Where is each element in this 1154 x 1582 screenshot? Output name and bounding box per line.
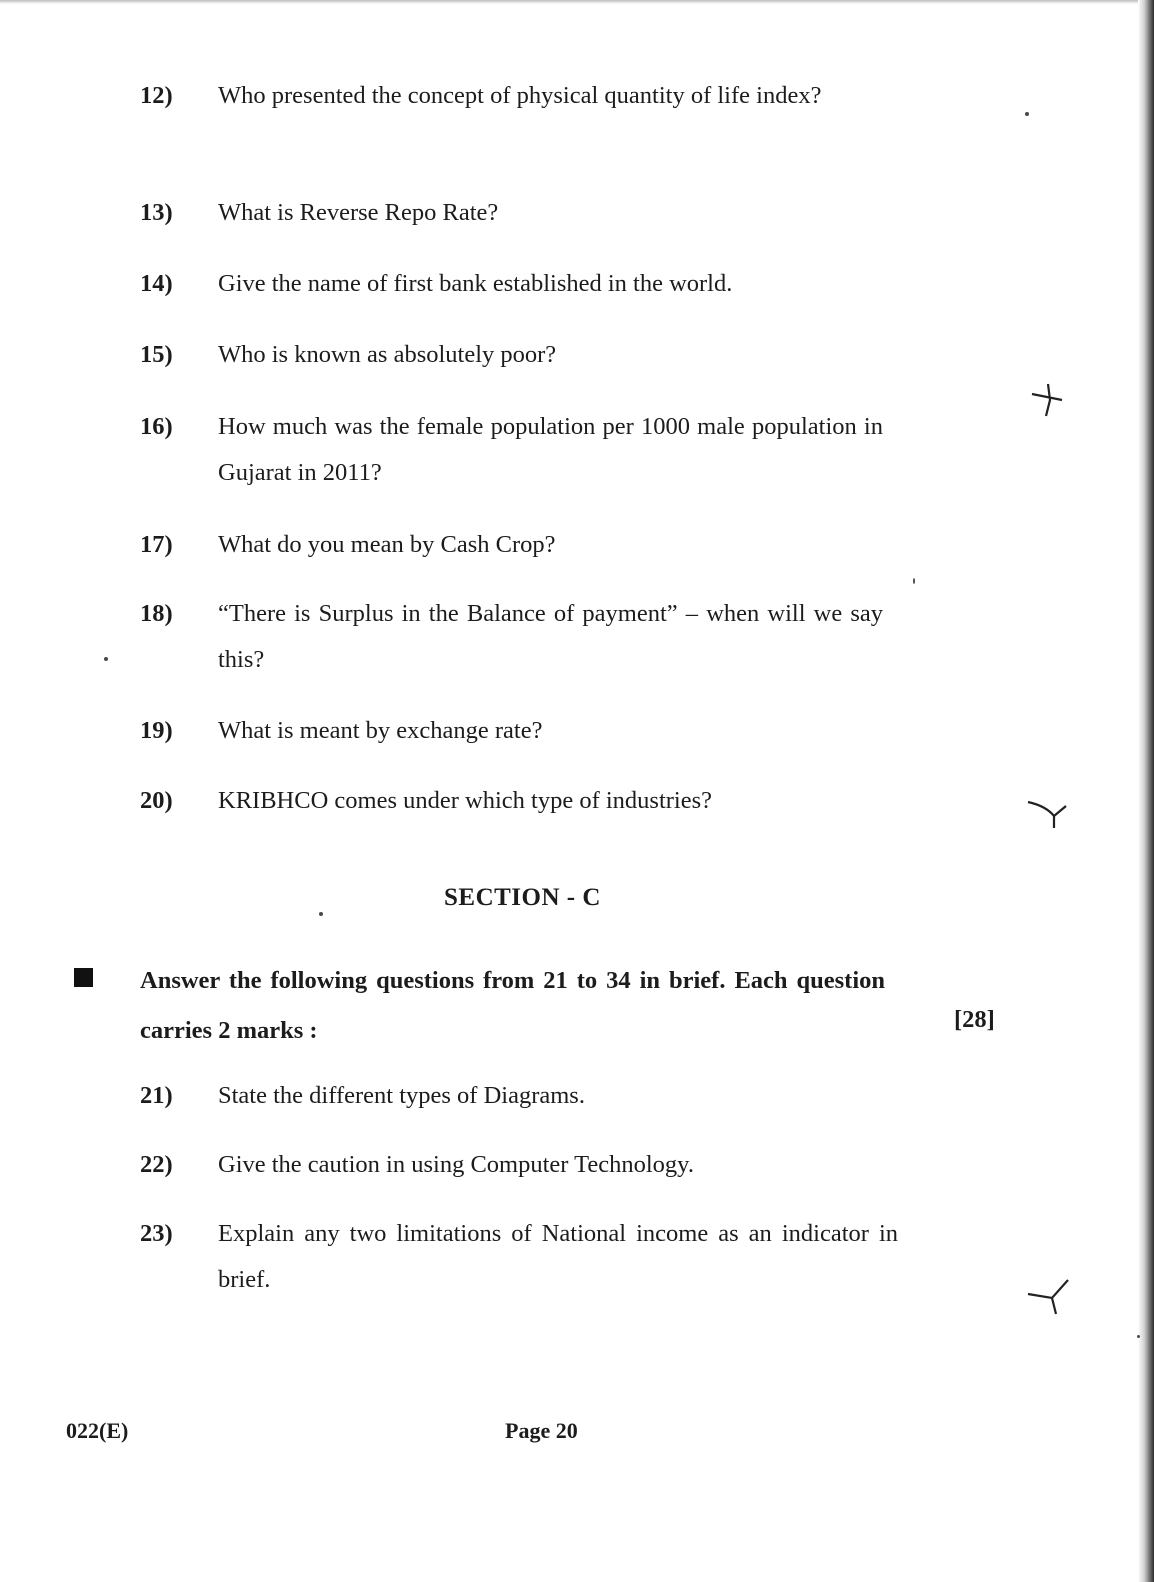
section-marks: [28] (954, 1006, 995, 1033)
margin-tick-mark-icon (1028, 380, 1068, 420)
scan-speck (1025, 112, 1029, 116)
question-text: What do you mean by Cash Crop? (218, 531, 556, 558)
page-top-edge (0, 0, 1154, 4)
question-text: How much was the female population per 1000 male population in Gujarat in 2011? (218, 413, 883, 486)
question-text: Give the name of first bank established in the world. (218, 270, 733, 297)
question-text: State the different types of Diagrams. (218, 1082, 585, 1109)
question-text: Explain any two limitations of National income as an indicator in brief. (218, 1220, 898, 1293)
section-instruction: Answer the following questions from 21 to 34 in brief. Each question carries 2 marks : (140, 967, 885, 1044)
question-number: 18) (140, 600, 173, 627)
question-number: 12) (140, 82, 173, 109)
scan-speck (1137, 1335, 1140, 1338)
question-text: Give the caution in using Computer Technology. (218, 1151, 694, 1178)
scan-speck (104, 657, 108, 661)
page-number: Page 20 (505, 1418, 578, 1443)
margin-tick-mark-icon (1026, 1276, 1072, 1318)
question-text: What is Reverse Repo Rate? (218, 199, 499, 226)
question-number: 15) (140, 341, 173, 368)
square-bullet-icon (74, 968, 93, 987)
question-text: “There is Surplus in the Balance of payment” – when will we say this? (218, 600, 883, 673)
margin-tick-mark-icon (1026, 796, 1070, 832)
scan-speck (913, 578, 915, 584)
question-number: 14) (140, 270, 173, 297)
question-text: What is meant by exchange rate? (218, 717, 543, 744)
question-text: KRIBHCO comes under which type of industries? (218, 787, 712, 814)
question-number: 13) (140, 199, 173, 226)
question-number: 17) (140, 531, 173, 558)
question-number: 16) (140, 413, 173, 440)
paper-code: 022(E) (66, 1418, 129, 1443)
question-number: 21) (140, 1082, 173, 1109)
section-title: SECTION - C (444, 884, 601, 911)
page-right-edge (1138, 0, 1154, 1582)
question-number: 19) (140, 717, 173, 744)
question-text: Who is known as absolutely poor? (218, 341, 557, 368)
question-number: 20) (140, 787, 173, 814)
question-number: 23) (140, 1220, 173, 1247)
question-text: Who presented the concept of physical quantity of life index? (218, 82, 822, 109)
scan-speck (319, 912, 323, 916)
question-number: 22) (140, 1151, 173, 1178)
